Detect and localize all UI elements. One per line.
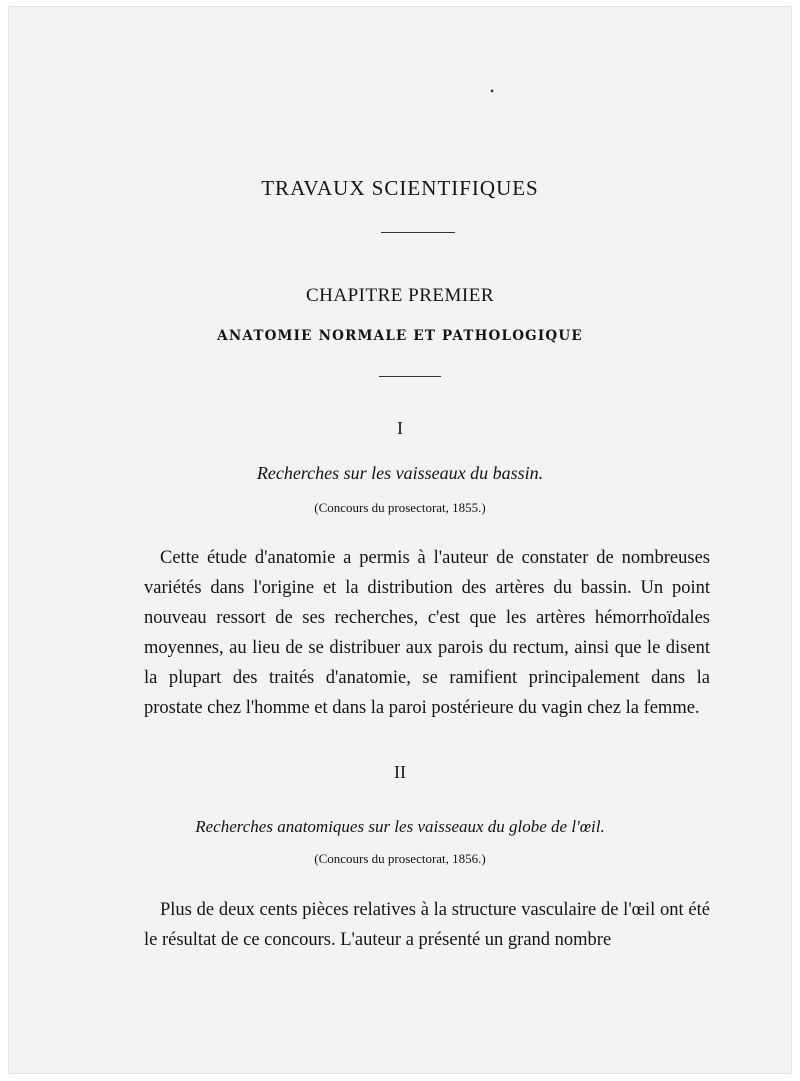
section-note-1: (Concours du prosectorat, 1855.): [314, 500, 486, 515]
bleed-through-texture: [118, 101, 678, 131]
page-title: TRAVAUX SCIENTIFIQUES: [261, 176, 539, 200]
page-speck-mark: •: [490, 84, 495, 98]
subtitle-divider: [379, 376, 441, 377]
section-number-1: I: [397, 418, 403, 438]
chapter-heading: CHAPITRE PREMIER: [306, 285, 494, 306]
section-heading-2: Recherches anatomiques sur les vaisseaux du globe de l'œil.: [195, 817, 605, 836]
section-paragraph-2: Plus de deux cents pièces relatives à la structure vasculaire de l'œil ont été le résultat de ce concours. L'auteur a présenté un grand nombre: [144, 900, 710, 950]
chapter-subtitle: ANATOMIE NORMALE ET PATHOLOGIQUE: [217, 328, 583, 344]
section-number-2: II: [394, 762, 406, 782]
section-heading-1: Recherches sur les vaisseaux du bassin.: [256, 463, 544, 483]
section-note-2: (Concours du prosectorat, 1856.): [314, 851, 486, 866]
title-divider: [381, 232, 455, 233]
section-paragraph-1: Cette étude d'anatomie a permis à l'auteur de constater de nombreuses variétés dans l'origine et la distribution des artères du bassin. Un point nouveau ressort de ses recherches, c'est que les artères hémorrhoïdales moyennes, au lieu de se distribuer aux parois du rectum, ainsi que le disent la plupart des traités d'anatomie, se ramifient principalement dans la prostate chez l'homme et dans la paroi postérieure du vagin chez la femme.: [144, 548, 710, 718]
